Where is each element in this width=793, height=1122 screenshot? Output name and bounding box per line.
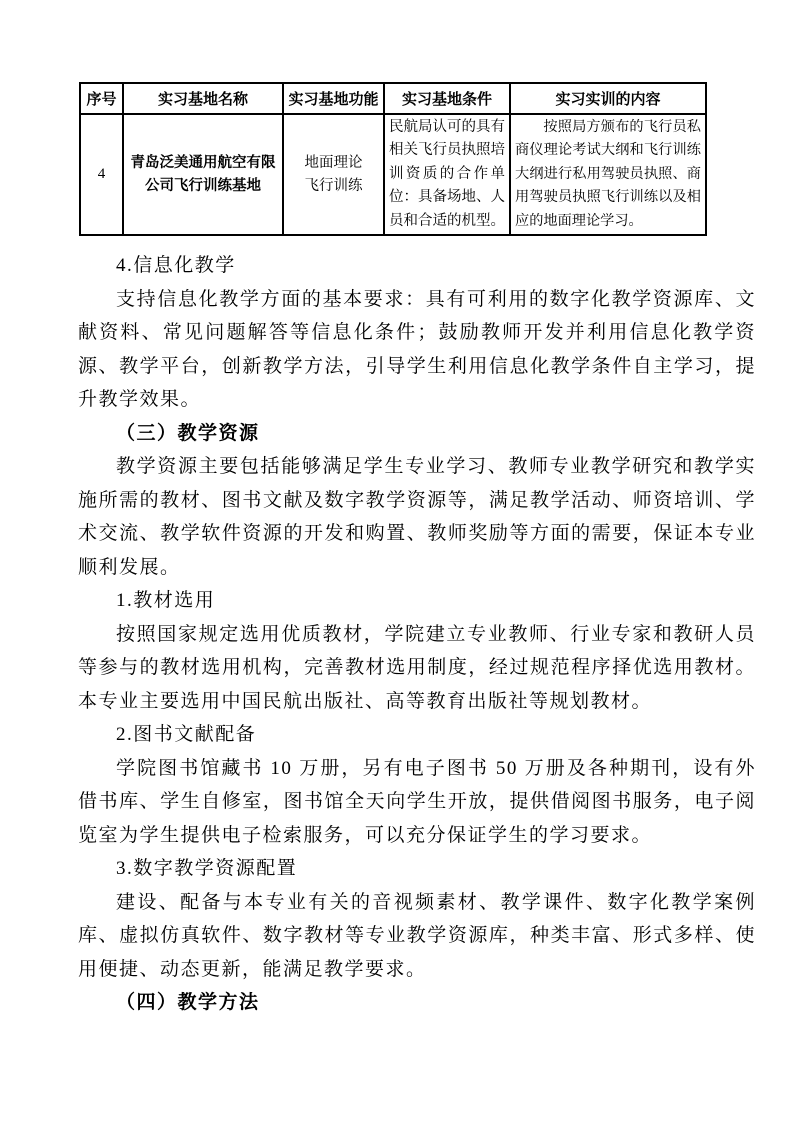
col-header-index: 序号 xyxy=(80,83,123,114)
paragraph-numbered-heading-3: 3.数字教学资源配置 xyxy=(116,858,298,880)
table-header-row xyxy=(80,83,706,114)
base-function-line-1: 地面理论 xyxy=(304,154,363,171)
table-row xyxy=(80,114,706,235)
training-base-table-container xyxy=(0,0,793,236)
col-header-base-function: 实习基地功能 xyxy=(283,83,384,114)
cell-base-name: 青岛泛美通用航空有限公司飞行训练基地 xyxy=(123,114,283,235)
paragraph-body-textbook-selection: 按照国家规定选用优质教材，学院建立专业教师、行业专家和教研人员等参与的教材选用机构，完善教材选用制度，经过规范程序择优选用教材。本专业主要选用中国民航出版社、高等教育出版社等规划教材。 xyxy=(78,623,756,712)
col-header-training-content: 实习实训的内容 xyxy=(510,83,706,114)
training-base-table xyxy=(79,82,707,236)
cell-index: 4 xyxy=(80,114,123,235)
paragraph-section-heading-4: （四）教学方法 xyxy=(116,992,260,1014)
paragraph-numbered-heading-2: 2.图书文献配备 xyxy=(116,724,257,746)
document-body xyxy=(78,249,756,1020)
paragraph-numbered-heading-1: 1.教材选用 xyxy=(116,590,216,612)
paragraph-numbered-heading-4: 4.信息化教学 xyxy=(116,255,236,277)
paragraph-section-heading-3: （三）教学资源 xyxy=(116,422,260,444)
paragraph-body-digital-resources: 建设、配备与本专业有关的音视频素材、教学课件、数字化教学案例库、虚拟仿真软件、数字教材等专业教学资源库，种类丰富、形式多样、使用便捷、动态更新，能满足教学要求。 xyxy=(78,891,756,980)
cell-training-content: 按照局方颁布的飞行员私商仪理论考试大纲和飞行训练大纲进行私用驾驶员执照、商用驾驶员执照飞行训练以及相应的地面理论学习。 xyxy=(510,114,706,235)
paragraph-body-teaching-resources: 教学资源主要包括能够满足学生专业学习、教师专业教学研究和教学实施所需的教材、图书文献及数字教学资源等，满足教学活动、师资培训、学术交流、教学软件资源的开发和购置、教师奖励等方面的需要，保证本专业顺利发展。 xyxy=(78,456,756,578)
paragraph-body-informatization: 支持信息化教学方面的基本要求：具有可利用的数字化教学资源库、文献资料、常见问题解答等信息化条件；鼓励教师开发并利用信息化教学资源、教学平台，创新教学方法，引导学生利用信息化教学条件自主学习，提升教学效果。 xyxy=(78,288,756,411)
paragraph-body-library: 学院图书馆藏书 10 万册，另有电子图书 50 万册及各种期刊，设有外借书库、学生自修室，图书馆全天向学生开放，提供借阅图书服务，电子阅览室为学生提供电子检索服务，可以充分保证学生的学习要求。 xyxy=(78,757,756,846)
col-header-base-name: 实习基地名称 xyxy=(123,83,283,114)
base-function-line-2: 飞行训练 xyxy=(304,177,363,194)
col-header-base-condition: 实习基地条件 xyxy=(384,83,510,114)
cell-base-condition: 民航局认可的具有相关飞行员执照培训资质的合作单位：具备场地、人员和合适的机型。 xyxy=(384,114,510,235)
cell-base-function xyxy=(283,114,384,235)
